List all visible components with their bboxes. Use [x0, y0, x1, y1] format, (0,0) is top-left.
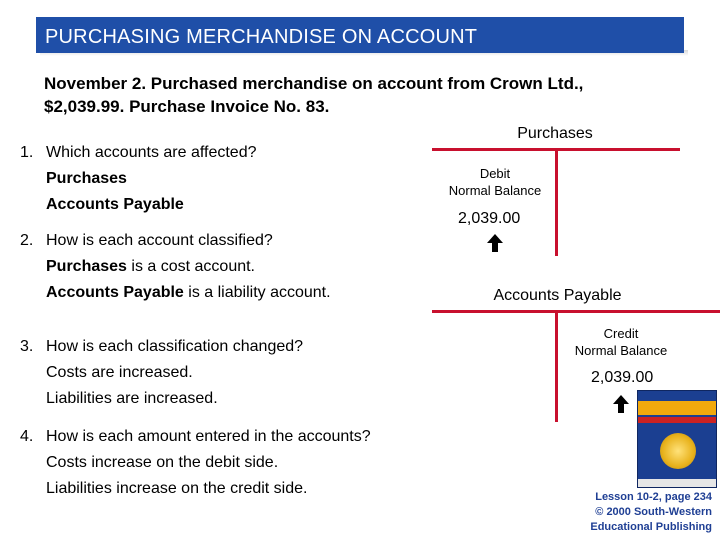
source-credit	[560, 490, 712, 535]
up-arrow-icon	[612, 394, 630, 414]
answer-line: Costs are increased.	[46, 364, 193, 381]
answer-text: is a liability account.	[183, 284, 331, 301]
answer-bold: Purchases	[46, 170, 127, 187]
question-text: Which accounts are affected?	[46, 144, 257, 161]
payable-t-horizontal	[432, 310, 720, 313]
question-text: How is each classification changed?	[46, 338, 304, 355]
slide-title: PURCHASING MERCHANDISE ON ACCOUNT	[36, 17, 684, 53]
question-number: 4.	[20, 428, 34, 445]
payable-amount: 2,039.00	[591, 369, 654, 386]
answer-line: Liabilities increase on the credit side.	[46, 480, 308, 497]
payable-side-label	[563, 325, 679, 359]
normal-balance-label: Normal Balance	[574, 343, 668, 358]
textbook-cover-image	[637, 390, 717, 488]
question-number: 3.	[20, 338, 34, 355]
answer-line: Liabilities are increased.	[46, 390, 218, 407]
question-3	[20, 334, 303, 412]
answer-bold: Purchases	[46, 258, 127, 275]
answer-line	[20, 166, 257, 192]
debit-label: Debit	[479, 166, 511, 181]
problem-line-1: November 2. Purchased merchandise on account from Crown Ltd.,	[44, 74, 584, 93]
answer-line: Costs increase on the debit side.	[46, 454, 279, 471]
answer-text: is a cost account.	[126, 258, 255, 275]
question-number: 1.	[20, 144, 34, 161]
answer-line	[20, 254, 331, 280]
problem-statement	[44, 72, 704, 118]
question-4	[20, 424, 371, 502]
question-text: How is each amount entered in the accounts?	[46, 428, 371, 445]
credit-label: Credit	[603, 326, 639, 341]
question-1	[20, 140, 257, 218]
question-number: 2.	[20, 232, 34, 249]
book-stripe	[638, 417, 717, 423]
purchases-amount: 2,039.00	[458, 210, 521, 227]
book-seal-icon	[660, 433, 696, 469]
credit-line-1: Lesson 10-2, page 234	[595, 491, 712, 503]
answer-bold: Accounts Payable	[46, 284, 184, 301]
book-base	[638, 479, 717, 487]
answer-bold: Accounts Payable	[46, 196, 184, 213]
normal-balance-label: Normal Balance	[448, 183, 542, 198]
question-2	[20, 228, 331, 306]
credit-line-3: Educational Publishing	[590, 521, 712, 533]
answer-line	[20, 192, 257, 218]
question-text: How is each account classified?	[46, 232, 273, 249]
payable-t-vertical	[555, 310, 558, 422]
purchases-side-label	[437, 165, 553, 199]
up-arrow-icon	[486, 233, 504, 253]
purchases-t-vertical	[555, 148, 558, 256]
problem-line-2: $2,039.99. Purchase Invoice No. 83.	[44, 97, 330, 116]
payable-account-title: Accounts Payable	[493, 287, 622, 304]
answer-line	[20, 280, 331, 306]
book-title-band	[638, 401, 717, 415]
credit-line-2: © 2000 South-Western	[595, 506, 712, 518]
purchases-account-title: Purchases	[517, 125, 593, 142]
